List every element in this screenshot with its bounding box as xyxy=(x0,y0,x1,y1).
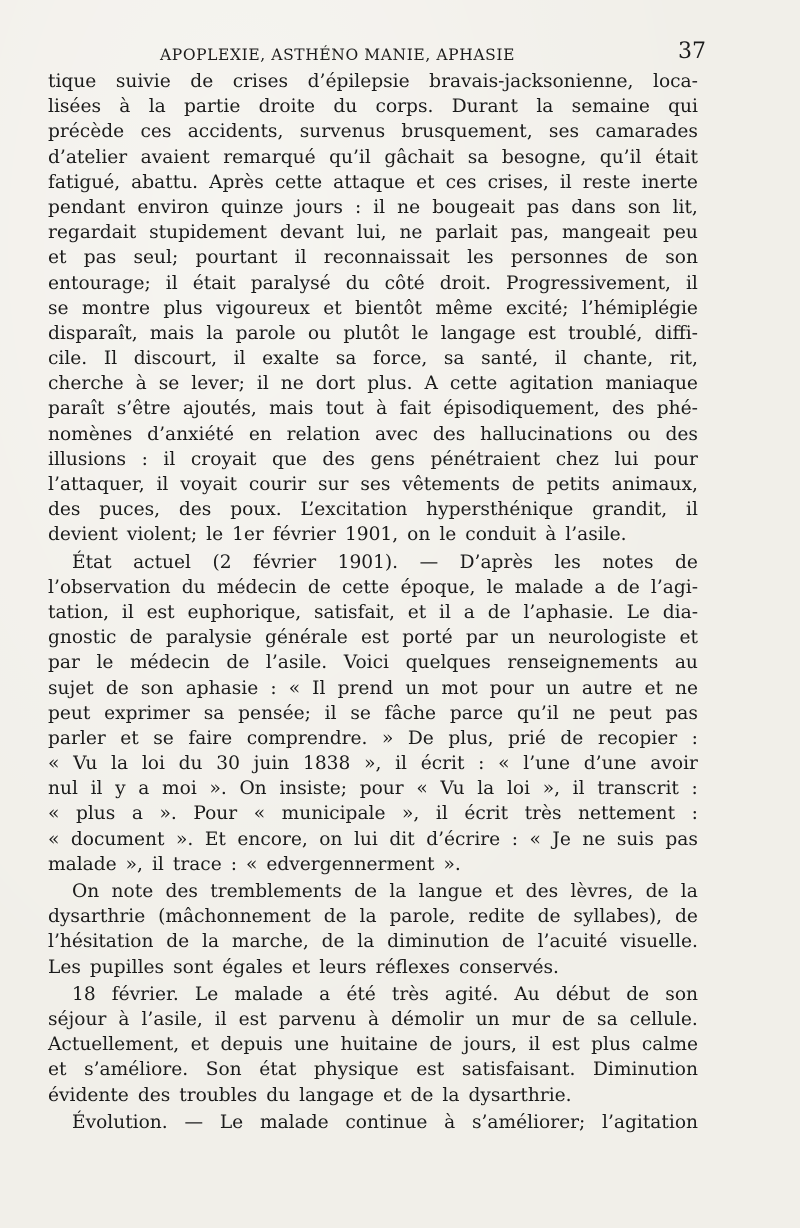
text-line: cile. Il discourt, il exalte sa force, sa santé, il chante, rit, xyxy=(48,348,698,370)
text-line: des puces, des poux. L’excitation hypersthénique grandit, il xyxy=(48,499,698,521)
text-line: État actuel (2 février 1901). — D’après les notes de xyxy=(72,551,698,573)
text-line: entourage; il était paralysé du côté droit. Progressivement, il xyxy=(48,272,698,294)
text-line: fatigué, abattu. Après cette attaque et ces crises, il reste inerte xyxy=(48,171,698,193)
text-line: « plus a ». Pour « municipale », il écrit très nettement : xyxy=(48,803,698,825)
text-line: se montre plus vigoureux et bientôt même excité; l’hémiplégie xyxy=(48,297,698,319)
text-line: peut exprimer sa pensée; il se fâche parce qu’il ne peut pas xyxy=(48,702,698,724)
text-line: sujet de son aphasie : « Il prend un mot pour un autre et ne xyxy=(48,677,698,699)
text-line: Les pupilles sont égales et leurs réflexes conservés. xyxy=(48,956,559,978)
text-line: disparaît, mais la parole ou plutôt le langage est troublé, diffi- xyxy=(48,322,698,344)
running-title: APOPLEXIE, ASTHÉNO MANIE, APHASIE xyxy=(160,46,515,64)
text-line: illusions : il croyait que des gens pénétraient chez lui pour xyxy=(48,448,698,470)
text-line: « Vu la loi du 30 juin 1838 », il écrit : « l’une d’une avoir xyxy=(48,753,698,775)
text-line: pendant environ quinze jours : il ne bougeait pas dans son lit, xyxy=(48,196,698,218)
text-line: lisées à la partie droite du corps. Durant la semaine qui xyxy=(48,96,698,118)
text-line: « document ». Et encore, on lui dit d’écrire : « Je ne suis pas xyxy=(48,828,698,850)
text-line: d’atelier avaient remarqué qu’il gâchait sa besogne, qu’il était xyxy=(48,146,698,168)
running-head xyxy=(160,36,706,64)
text-line: et s’améliore. Son état physique est satisfaisant. Diminution xyxy=(48,1059,698,1081)
text-line: l’attaquer, il voyait courir sur ses vêtements de petits animaux, xyxy=(48,474,698,495)
text-line: cherche à se lever; il ne dort plus. A cette agitation maniaque xyxy=(48,373,698,395)
text-line: 18 février. Le malade a été très agité. Au début de son xyxy=(72,983,698,1005)
text-line: nul il y a moi ». On insiste; pour « Vu la loi », il transcrit : xyxy=(48,778,698,800)
text-line: et pas seul; pourtant il reconnaissait les personnes de son xyxy=(48,247,698,269)
page-number: 37 xyxy=(678,39,706,64)
text-line: paraît s’être ajoutés, mais tout à fait épisodiquement, des phé- xyxy=(48,398,698,420)
text-line: regardait stupidement devant lui, ne parlait pas, mangeait peu xyxy=(48,222,698,244)
body-text xyxy=(48,69,698,1135)
text-line: l’observation du médecin de cette époque, le malade a de l’agi- xyxy=(48,576,698,598)
text-line: l’hésitation de la marche, de la diminution de l’acuité visuelle. xyxy=(48,931,698,953)
text-line: gnostic de paralysie générale est porté par un neurologiste et xyxy=(48,627,698,649)
text-line: nomènes d’anxiété en relation avec des hallucinations ou des xyxy=(48,423,698,445)
text-line: Évolution. — Le malade continue à s’améliorer; l’agitation xyxy=(72,1111,698,1133)
text-line: devient violent; le 1er février 1901, on le conduit à l’asile. xyxy=(48,524,627,546)
text-line: évidente des troubles du langage et de la dysarthrie. xyxy=(48,1084,572,1106)
text-line: précède ces accidents, survenus brusquement, ses camarades xyxy=(48,121,698,143)
text-line: Actuellement, et depuis une huitaine de jours, il est plus calme xyxy=(48,1034,698,1056)
text-line: On note des tremblements de la langue et des lèvres, de la xyxy=(72,881,698,902)
text-line: par le médecin de l’asile. Voici quelques renseignements au xyxy=(48,652,698,674)
text-line: dysarthrie (mâchonnement de la parole, redite de syllabes), de xyxy=(48,906,698,928)
text-line: malade », il trace : « edvergennerment ». xyxy=(48,853,461,875)
text-line: tique suivie de crises d’épilepsie bravais-jacksonienne, loca- xyxy=(48,71,698,92)
text-line: tation, il est euphorique, satisfait, et il a de l’aphasie. Le dia- xyxy=(48,601,698,623)
text-line: séjour à l’asile, il est parvenu à démolir un mur de sa cellule. xyxy=(48,1008,698,1030)
text-line: parler et se faire comprendre. » De plus, prié de recopier : xyxy=(48,727,698,749)
